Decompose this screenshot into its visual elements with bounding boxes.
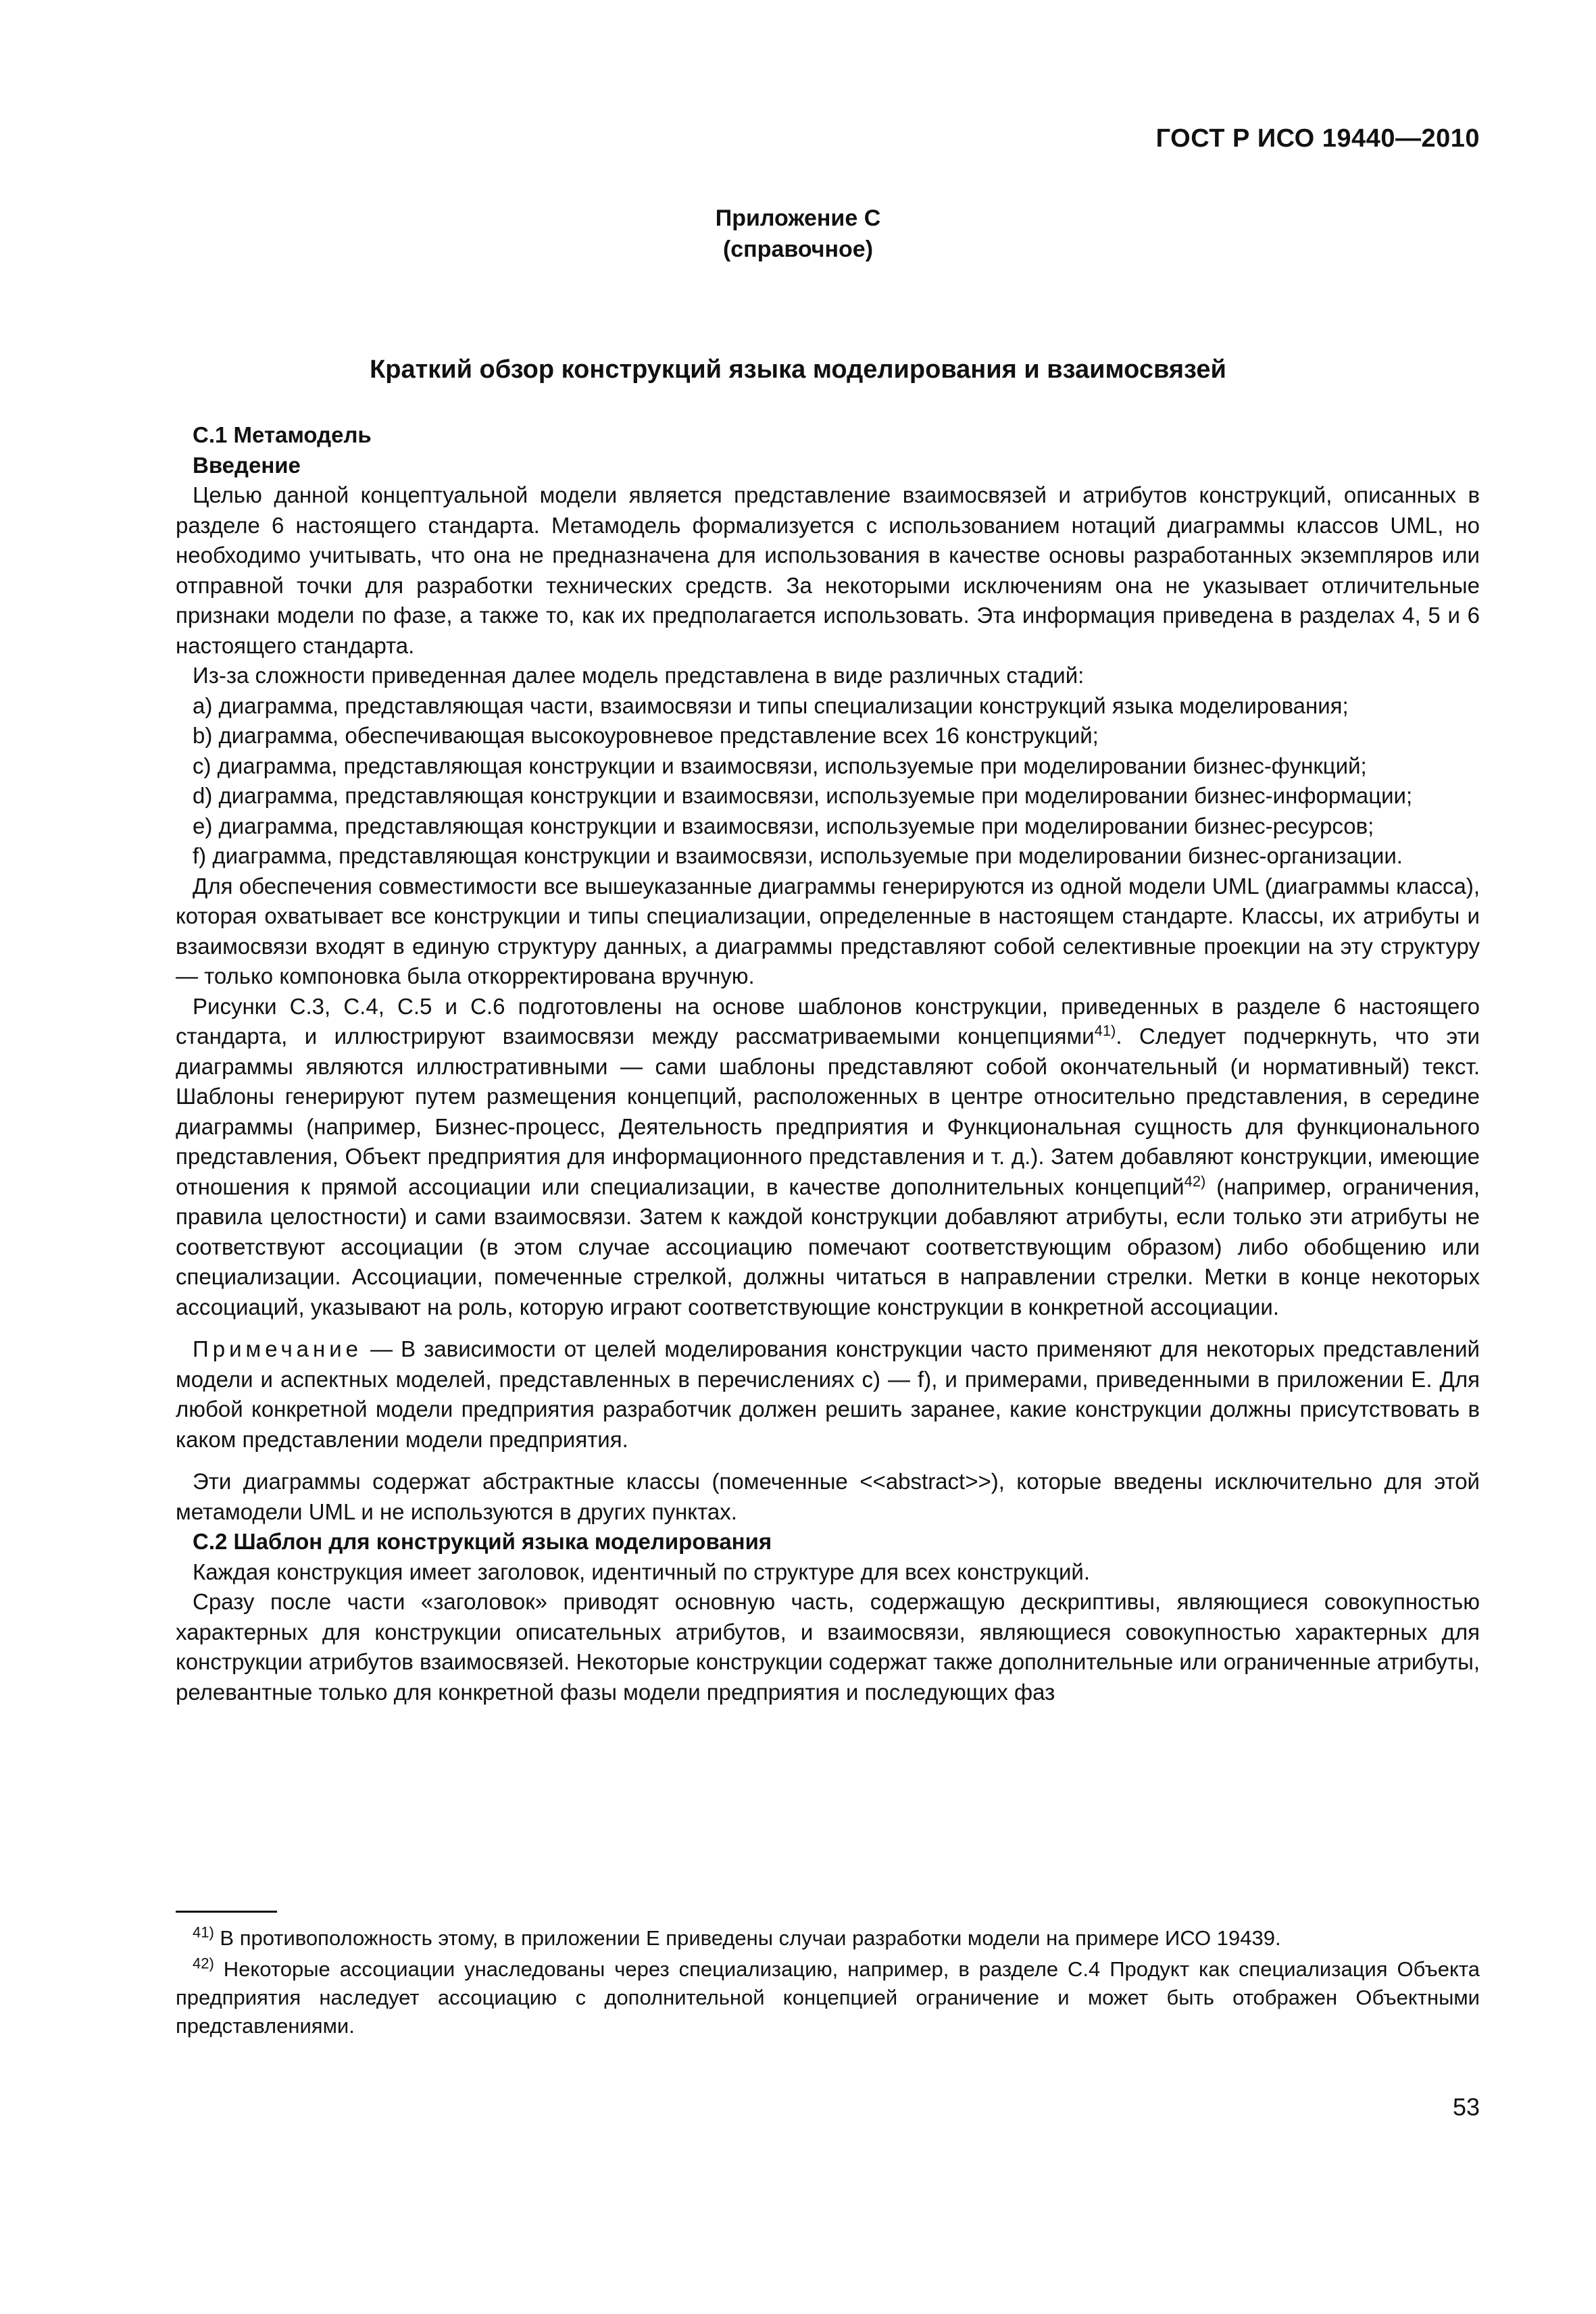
- footnote-ref-41: 41): [1094, 1022, 1116, 1039]
- section-heading-c2: С.2 Шаблон для конструкций языка моделирования: [193, 1529, 772, 1554]
- footnote-divider: [176, 1911, 277, 1913]
- footnote-42: [176, 1955, 1480, 2040]
- document-title: Краткий обзор конструкций языка моделирования и взаимосвязей: [370, 355, 1226, 384]
- footnote-mark: 41): [193, 1923, 214, 1941]
- subheading-introduction: Введение: [193, 452, 301, 478]
- list-item-e: е) диаграмма, представляющая конструкции и взаимосвязи, используемые при моделировании бизнес-ресурсов;: [193, 813, 1374, 838]
- footnotes: [176, 1924, 1480, 2043]
- appendix-label: Приложение С: [715, 205, 881, 231]
- note-label: Примечание: [193, 1336, 363, 1361]
- paragraph: Целью данной концептуальной модели является представление взаимосвязей и атрибутов конструкций, описанных в разделе 6 настоящего стандарта. Метамодель формализуется с использованием нотаций диаграммы классов UML, но необходимо учитывать, что она не предназначена для использования в качестве основы разработанных экземпляров или отправной точки для разработки технических средств. За некоторыми исключениям она не указывает отличительные признаки модели по фазе, а также то, как их предполагается использовать. Эта информация приведена в разделах 4, 5 и 6 настоящего стандарта.: [176, 482, 1480, 658]
- footnote-text: В противоположность этому, в приложении Е приведены случаи разработки модели на примере ИСО 19439.: [214, 1926, 1281, 1950]
- footnote-ref-42: 42): [1184, 1172, 1206, 1190]
- paragraph: Сразу после части «заголовок» приводят основную часть, содержащую дескриптивы, являющиеся совокупностью характерных для конструкции описательных атрибутов, и взаимосвязи, являющиеся совокупностью характерных для конструкции атрибутов взаимосвязей. Некоторые конструкции содержат также дополнительные или ограниченные атрибуты, релевантные только для конкретной фазы модели предприятия и последующих фаз: [176, 1589, 1480, 1705]
- list-item-a: а) диаграмма, представляющая части, взаимосвязи и типы специализации конструкций языка моделирования;: [193, 693, 1349, 718]
- paragraph-part: (например, ограничения, правила целостности) и сами взаимосвязи. Затем к каждой конструкции добавляют атрибуты, если только эти атрибуты не соответствуют ассоциации (в этом случае ассоциацию помечают соответствующим образом) либо обобщению или специализации. Ассоциации, помеченные стрелкой, должны читаться в направлении стрелки. Метки в конце некоторых ассоциаций, указывают на роль, которую играют соответствующие конструкции в конкретной ассоциации.: [176, 1174, 1480, 1319]
- footnote-41: [176, 1924, 1480, 1953]
- note-text: — В зависимости от целей моделирования конструкции часто применяют для некоторых представлений модели и аспектных моделей, представленных в перечислениях с) — f), и примерами, приведенными в приложении Е. Для любой конкретной модели предприятия разработчик должен решить заранее, какие конструкции должны присутствовать в каком представлении модели предприятия.: [176, 1336, 1480, 1452]
- paragraph: Эти диаграммы содержат абстрактные классы (помеченные <<abstract>>), которые введены исключительно для этой метамодели UML и не используются в других пунктах.: [176, 1469, 1480, 1524]
- appendix-type: (справочное): [722, 236, 874, 262]
- list-item-f: f) диаграмма, представляющая конструкции и взаимосвязи, используемые при моделировании бизнес-организации.: [193, 843, 1403, 868]
- paragraph-part: Рисунки С.3, С.4, С.5 и С.6 подготовлены на основе шаблонов конструкции, приведенных в разделе 6 настоящего стандарта, и иллюстрируют взаимосвязи между рассматриваемыми концепциями: [176, 993, 1480, 1049]
- footnote-text: Некоторые ассоциации унаследованы через специализацию, например, в разделе С.4 Продукт как специализация Объекта предприятия наследует ассоциацию с дополнительной концепцией ограничение и может быть отображен Объектными представлениями.: [176, 1957, 1480, 2038]
- paragraph: Для обеспечения совместимости все вышеуказанные диаграммы генерируются из одной модели UML (диаграммы класса), которая охватывает все конструкции и типы специализации, определенные в настоящем стандарте. Классы, их атрибуты и взаимосвязи входят в единую структуру данных, а диаграммы представляют собой селективные проекции на эту структуру — только компоновка была откорректирована вручную.: [176, 873, 1480, 988]
- section-heading-c1: С.1 Метамодель: [193, 422, 372, 447]
- list-item-c: с) диаграмма, представляющая конструкции и взаимосвязи, используемые при моделировании бизнес-функций;: [193, 753, 1367, 778]
- paragraph-part: . Следует подчеркнуть, что эти диаграммы являются иллюстративными — сами шаблоны представляют собой окончательный (и нормативный) текст. Шаблоны генерируют путем размещения концепций, расположенных в центре относительно представления, в середине диаграммы (например, Бизнес-процесс, Деятельность предприятия и Функциональная сущность для функционального представления, Объект предприятия для информационного представления и т. д.). Затем добавляют конструкции, имеющие отношения к прямой ассоциации или специализации, в качестве дополнительных концепций: [176, 1024, 1480, 1199]
- note: [176, 1334, 1480, 1455]
- paragraph: Каждая конструкция имеет заголовок, идентичный по структуре для всех конструкций.: [193, 1559, 1090, 1584]
- paragraph-with-footnotes: [176, 992, 1480, 1323]
- body-text: [176, 420, 1480, 1707]
- standard-code: ГОСТ Р ИСО 19440—2010: [1155, 124, 1480, 153]
- list-item-d: d) диаграмма, представляющая конструкции и взаимосвязи, используемые при моделировании бизнес-информации;: [193, 783, 1413, 808]
- page-number: 53: [1452, 2093, 1480, 2121]
- paragraph: Из-за сложности приведенная далее модель представлена в виде различных стадий:: [193, 663, 1084, 688]
- appendix-heading: [0, 203, 1596, 265]
- list-item-b: b) диаграмма, обеспечивающая высокоуровневое представление всех 16 конструкций;: [193, 723, 1099, 748]
- footnote-mark: 42): [193, 1955, 214, 1972]
